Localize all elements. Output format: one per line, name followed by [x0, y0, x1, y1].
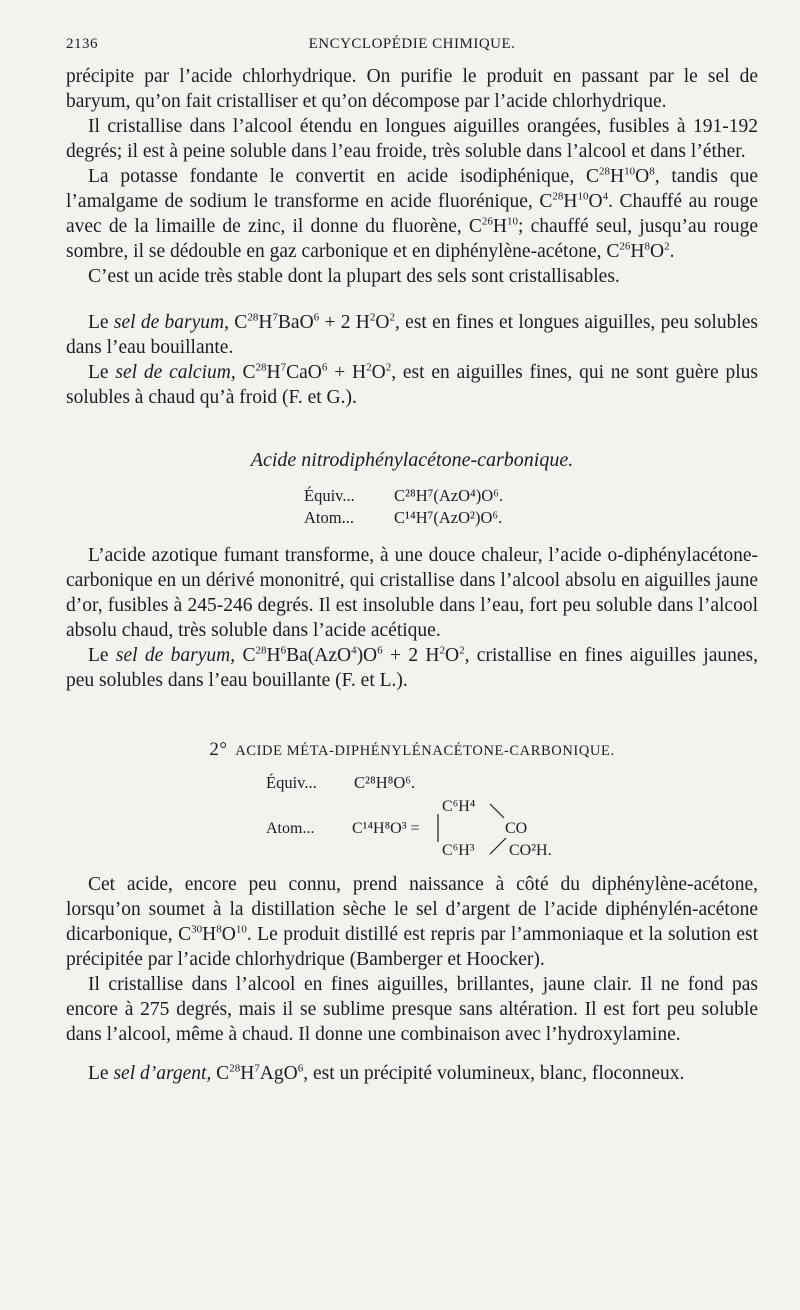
bond-lines	[432, 794, 512, 864]
running-title: ENCYCLOPÉDIE CHIMIQUE.	[308, 36, 516, 52]
section-heading: 2° ACIDE MÉTA-DIPHÉNYLÉNACÉTONE-CARBONIQUE.	[209, 739, 615, 760]
paragraph: Le sel de baryum, $C^{28}H^7BaO^6 + 2$ $H^2O^2$, est en fines et longues aiguilles, peu solubles dans l’eau bouillante.	[66, 311, 758, 358]
paragraph: Le sel d’argent, $C^{28}H^7AgO^6$, est un précipité volumineux, blanc, floconneux.	[88, 1062, 685, 1084]
page-header	[66, 36, 758, 60]
paragraph: précipite par l’acide chlorhydrique. On purifie le produit en passant par le sel de baryum, qu’on fait cristalliser et qu’on décompose par l’acide chlorhydrique.	[66, 66, 758, 112]
page-number: 2136	[66, 36, 98, 52]
formula-equiv: Équiv... C²⁸H⁷(AzO⁴)O⁶.	[304, 486, 504, 505]
spacer	[66, 289, 758, 310]
formula-atom: Atom... C¹⁴H⁷(AzO²)O⁶.	[304, 508, 503, 527]
paragraph: Il cristallise dans l’alcool en fines aiguilles, brillantes, jaune clair. Il ne fond pas encore à 275 degrés, mais il se sublime presque sans altération. Il est fort peu soluble dans l’alcool, même à chaud. Il donne une combinaison avec l’hydroxylamine.	[66, 974, 758, 1045]
atom-label: Atom...	[266, 820, 315, 837]
spacer	[66, 529, 758, 543]
ring-bottom: C⁶H³	[442, 842, 475, 859]
page-body	[66, 64, 758, 1086]
paragraph: C’est un acide très stable dont la plupart des sels sont cristallisables.	[88, 266, 620, 287]
carboxyl: CO²H.	[509, 842, 552, 859]
spacer	[66, 1047, 758, 1061]
paragraph: Le sel de calcium, $C^{28}H^7CaO^6 + H^2O^2$, est en aiguilles fines, qui ne sont guère plus solubles à chaud qu’à froid (F. et G.).	[66, 361, 758, 408]
section-heading: Acide nitrodiphénylacétone-carbonique.	[250, 449, 574, 471]
ring-top: C⁶H⁴	[442, 798, 476, 815]
paragraph: L’acide azotique fumant transforme, à une douce chaleur, l’acide o-diphénylacétone-carbonique en un dérivé mononitré, qui cristallise dans l’alcool absolu en aiguilles jaune d’or, fusibles à 245-246 degrés. Il est insoluble dans l’eau, fort peu soluble dans l’alcool absolu chaud, très soluble dans l’acide acétique.	[66, 545, 758, 641]
paragraph: Le sel de baryum, $C^{28}H^6Ba(AzO^4)O^6 + 2$ $H^2O^2$, cristallise en fines aiguilles jaunes, peu solubles dans l’eau bouillante (F. et L.).	[66, 644, 758, 691]
paragraph: Il cristallise dans l’alcool étendu en longues aiguilles orangées, fusibles à 191-192 degrés; il est à peine soluble dans l’eau froide, très soluble dans l’alcool et dans l’éther.	[66, 116, 758, 162]
paragraph: La potasse fondante le convertit en acide isodiphénique, $C^{28}H^{10}O^8$, tandis que l’amalgame de sodium le transforme en acide fluorénique, $C^{28}H^{10}O^4$. Chauffé au rouge avec de la limaille de zinc, il donne du fluorène, $C^{26}H^{10}$; chauffé seul, jusqu’au rouge sombre, il se dédouble en gaz carbonique et en diphénylène-acétone, $C^{26}H^8O^2$.	[66, 165, 758, 262]
carbonyl: CO	[505, 820, 528, 837]
atom-lhs: C¹⁴H⁸O³ =	[352, 820, 420, 837]
paragraph: Cet acide, encore peu connu, prend naissance à côté du diphénylène-acétone, lorsqu’on soumet à la distillation sèche le sel d’argent de l’acide diphénylén-acétone dicarbonique, $C^{30}H^8O^{10}$. Le produit distillé est repris par l’ammoniaque et la solution est précipitée par l’acide chlorhydrique (Bamberger et Hoocker).	[66, 874, 758, 970]
structural-formula	[262, 794, 758, 864]
formula-equiv: Équiv... C²⁸H⁸O⁶.	[266, 773, 416, 792]
